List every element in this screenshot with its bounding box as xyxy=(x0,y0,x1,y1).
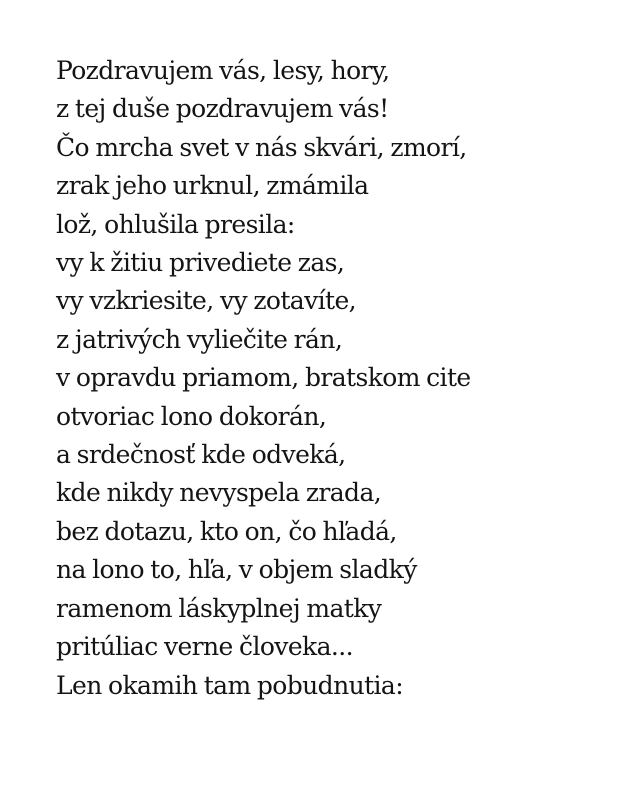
poem-line: ramenom láskyplnej matky xyxy=(56,593,382,623)
poem-line: z tej duše pozdravujem vás! xyxy=(56,94,389,124)
poem-text xyxy=(56,52,616,705)
poem-line: z jatrivých vyliečite rán, xyxy=(56,324,343,354)
poem-line: na lono to, hľa, v objem sladký xyxy=(56,555,417,585)
poem-line: bez dotazu, kto on, čo hľadá, xyxy=(56,516,397,546)
poem-line: Pozdravujem vás, lesy, hory, xyxy=(56,56,390,85)
poem-line: v opravdu priamom, bratskom cite xyxy=(56,363,471,393)
poem-line: Len okamih tam pobudnutia: xyxy=(56,670,404,700)
poem-line: zrak jeho urknul, zmámila xyxy=(56,171,369,201)
poem-line: vy vzkriesite, vy zotavíte, xyxy=(56,286,357,316)
poem-line: lož, ohlušila presila: xyxy=(56,209,295,239)
poem-line: pritúliac verne človeka... xyxy=(56,632,353,662)
poem-line: kde nikdy nevyspela zrada, xyxy=(56,478,382,508)
poem-line: Čo mrcha svet v nás skvári, zmorí, xyxy=(56,132,467,162)
poem-line: a srdečnosť kde odveká, xyxy=(56,440,346,470)
poem-line: vy k žitiu privediete zas, xyxy=(56,248,345,278)
poem-line: otvoriac lono dokorán, xyxy=(56,401,327,431)
